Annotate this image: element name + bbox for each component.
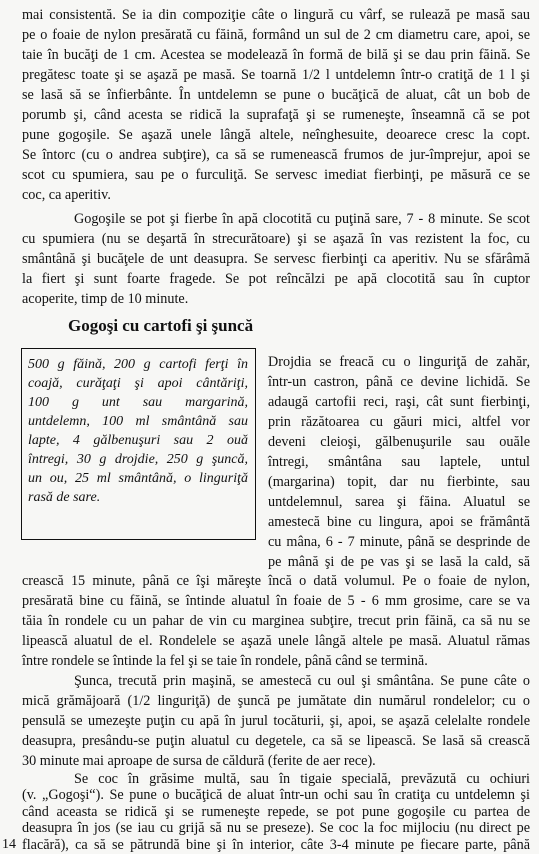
ingredient-line: un ou, 25 ml smântână, o linguriţă — [28, 471, 248, 486]
text-line: cu spumiera (nu se deşartă în strecurătoare) şi se aşază în vas rezistent la foc, cu — [22, 231, 530, 247]
text-line: deasupra, presându-se puţin aluatul cu degetele, ca să se lipească. Se lasă să crească — [22, 733, 530, 749]
text-line: amestecă bine cu lingura, apoi se frământă — [268, 514, 530, 530]
text-line: 30 minute mai aproape de sursa de căldură (ferite de aer rece). — [22, 753, 376, 769]
text-line: Şunca, trecută prin maşină, se amestecă cu oul şi smântâna. Se pune câte o — [74, 673, 530, 689]
ingredient-line: 500 g făină, 200 g cartofi ferţi în — [28, 357, 248, 372]
text-line: porumb şi, când acesta se ridică la suprafaţă şi se rumeneşte, înseamnă că se pot — [22, 107, 530, 123]
text-line: prin răzătoarea cu găuri mici, altfel vor — [268, 414, 530, 430]
text-line: mai consistentă. Se ia din compoziţie câte o lingură cu vârf, se rulează pe masă sau — [22, 7, 530, 23]
ingredient-line: 100 g unt sau margarină, — [28, 395, 248, 410]
text-line: scot cu spumiera, sau pe o furculiţă. Se servesc imediat fierbinţi, pe măsură ce se — [22, 167, 530, 183]
text-line: Drojdia se freacă cu o linguriţă de zahăr, — [268, 354, 530, 370]
text-line: când aceasta se ridică şi se rumeneşte repede, se pot pune gogoşile cu partea de — [22, 803, 530, 820]
text-line: tăia în rondele cu un pahar de vin cu marginea subţire, trecut prin făină, ca să nu se — [22, 613, 530, 629]
text-line: pune gogoşile. Se aşază unele lângă altele, neînghesuite, deoarece cresc la copt. — [22, 127, 530, 143]
text-line: cu mâna, 6 - 7 minute, până se desprinde de — [268, 534, 530, 550]
text-line: acoperite, timp de 10 minute. — [22, 291, 189, 307]
text-line: Gogoşile se pot şi fierbe în apă clocotită cu puţină sare, 7 - 8 minute. Se scot — [74, 211, 530, 227]
text-line: flacără), ca să se pătrundă bine şi în interior, câte 3-4 minute pe fiecare parte, până — [22, 836, 530, 853]
recipe-heading: Gogoşi cu cartofi şi şuncă — [68, 316, 254, 335]
page-number: 14 — [2, 837, 16, 852]
text-line: taie în bucăţi de 1 cm. Acestea se modelează în formă de bilă şi se dau prin făină. Se — [22, 47, 530, 63]
text-line: la fiert şi sunt foarte fragede. Se pot reîncălzi pe apă clocotită sau în cuptor — [22, 271, 530, 287]
text-line: Se întorc (cu o andrea subţire), ca să se rumenească frumos de jur-împrejur, apoi se — [22, 147, 530, 163]
text-line: presărată bine cu făină, se întinde aluatul în foaie de 5 - 6 mm grosime, care se va — [22, 593, 530, 609]
text-line: smântână şi bucăţele de unt deasupra. Se servesc fierbinţi ca aperitiv. Nu se sfărâmă — [22, 251, 530, 267]
text-line: lipească aluatul de el. Rondelele se aşază unele lângă altele pe masă. Aluatul rămas — [22, 633, 530, 649]
text-line: adaugă cartofii reci, raşi, cât sunt fierbinţi, — [268, 394, 530, 410]
text-line: pensulă se umezeşte puţin cu apă în jurul tocăturii, şi, apoi, se aşază celelalte rondele — [22, 713, 530, 729]
text-line: crească 15 minute, până ce îşi măreşte încă o dată volumul. Pe o foaie de nylon, — [22, 573, 530, 589]
ingredient-line: untdelemn, 100 ml smântână sau — [28, 414, 248, 429]
text-line: coc, ca aperitiv. — [22, 187, 111, 203]
text-line: untdelemnul, sarea şi făina. Aluatul se — [268, 494, 530, 510]
text-line: Se coc în grăsime multă, sau în tigaie specială, prevăzută cu ochiuri — [74, 771, 530, 787]
text-line: (v. „Gogoşi“). Se pune o bucăţică de aluat într-un ochi sau în cratiţa cu untdelemn şi — [22, 787, 530, 804]
text-line: pregătesc toate şi se aşază pe masă. Se toarnă 1/2 l untdelemn într-o cratiţă de 1 l şi — [22, 67, 530, 83]
ingredient-line: întregi, 30 g drojdie, 250 g şuncă, — [28, 452, 248, 467]
text-line: într-un castron, până ce devine lichidă. Se — [268, 374, 530, 390]
text-line: mică grămăjoară (1/2 linguriţă) de şuncă pe jumătate din numărul rondelelor; cu o — [22, 693, 530, 709]
text-line: se lasă să se înfierbânte. În untdelemn se pune o bucăţică de aluat, cât un bob de — [22, 87, 530, 103]
ingredient-line: coajă, curăţaţi şi apoi cântăriţi, — [28, 376, 248, 391]
text-line: între rondele se întinde la fel şi se taie în rondele, până când se termină. — [22, 653, 428, 669]
text-line: pe o foaie de nylon presărată cu făină, formând un sul de 2 cm diametru care, apoi, se — [22, 27, 530, 43]
text-line: deasupra în jos (se iau cu grijă să nu se preseze). Se coc la foc mijlociu (nu direct pe — [22, 820, 530, 837]
text-line: pe mână şi de pe vas şi se lasă la cald, să — [268, 554, 530, 570]
text-line: întregi, smântâna sau laptele, untul — [268, 454, 530, 470]
text-line: (margarina) topit, dar nu fierbinte, sau — [268, 474, 530, 490]
text-line: deveni cleioşi, gălbenuşurile sau ouăle — [268, 434, 530, 450]
ingredient-line: rasă de sare. — [28, 490, 101, 505]
ingredient-line: lapte, 4 gălbenuşuri sau 2 ouă — [28, 433, 248, 448]
